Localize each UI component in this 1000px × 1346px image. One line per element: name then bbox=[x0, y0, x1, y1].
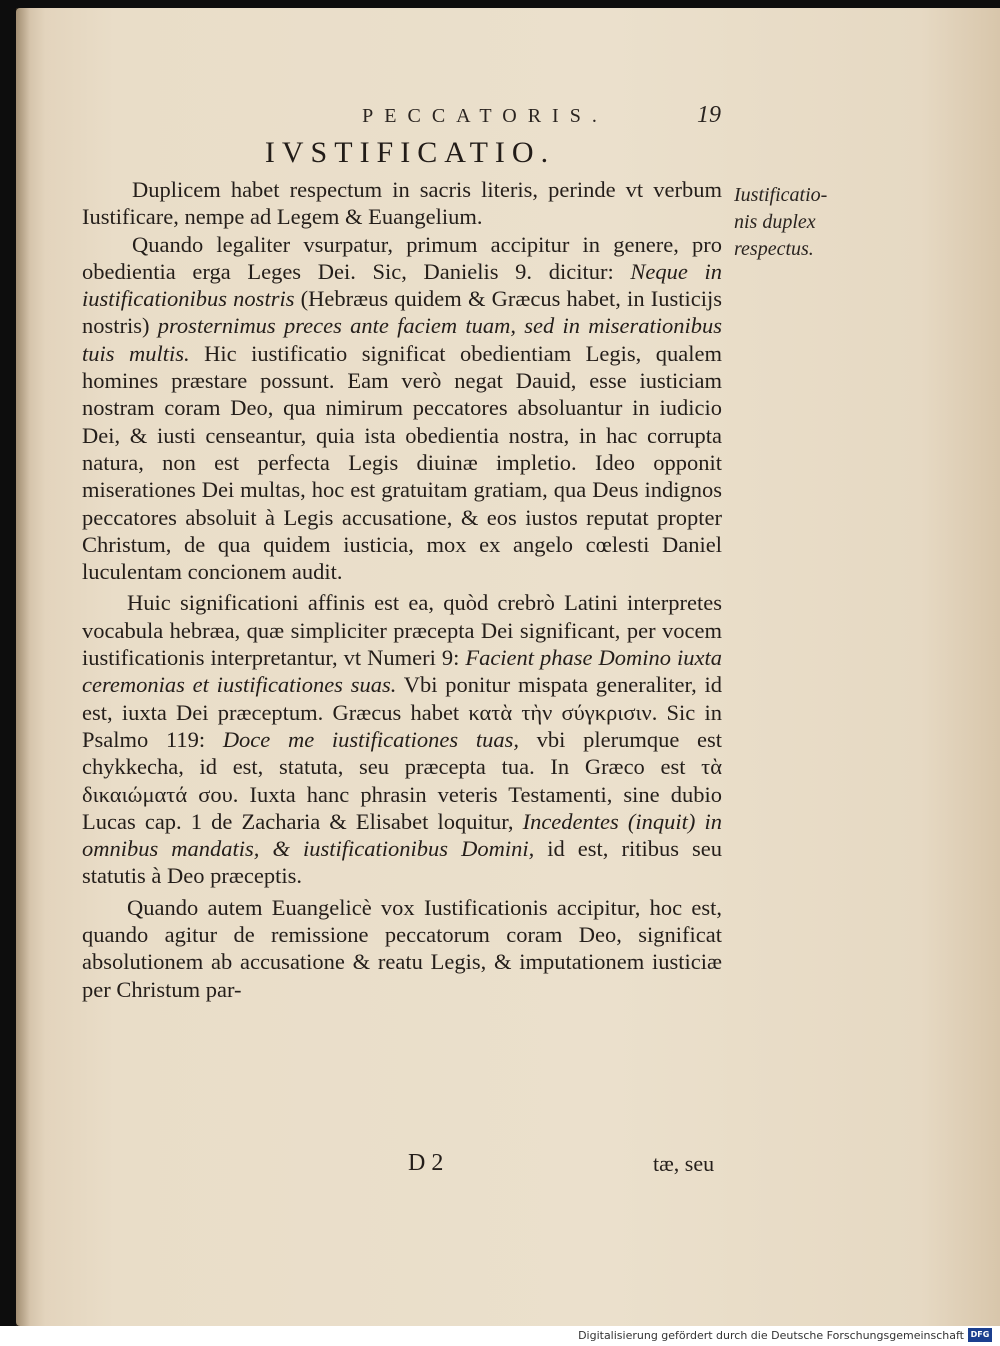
quotation-italic: Neque in iustificationibus nostris bbox=[82, 258, 723, 312]
quotation-italic: prosternimus preces ante faciem tuam, sed in miserationibus tuis multis. bbox=[82, 313, 723, 366]
paragraph-2 bbox=[82, 231, 722, 586]
text-span: Hic iustificatio significat obedientiam Legis, qualem homines præstare possunt. Eam verò negat Dauid, esse iusticiam nostram coram Deo, qua nimirum peccatores absoluantur in iudicio Dei, & iusti censeantur, quia ista obedientia nostra, in hac corrupta natura, non est perfecta Legis diuinæ impletio. Ideo opponit miserationes Dei multas, hoc est gratuitam gratiam, qua Deus indignos peccatores absoluit à Legis accusatione, & eos iustos reputat propter Christum, de qua quidem iusticia, mox ex angelo cœlesti Daniel luculentam concionem audit. bbox=[82, 340, 722, 585]
marginal-note bbox=[734, 182, 844, 263]
funding-credit: Digitalisierung gefördert durch die Deutsche Forschungsgemeinschaft bbox=[578, 1329, 964, 1342]
quotation-italic: Incedentes (inquit) in omnibus mandatis, & iustificationibus Domini, bbox=[82, 808, 722, 862]
marginal-note-line: Iustificatio- bbox=[734, 184, 828, 206]
paragraph-4: Quando autem Euangelicè vox Iustificationis accipitur, hoc est, quando agitur de remissione peccatorum coram Deo, significat absolutionem ab accusatione & reatu Legis, & imputationem iusticiæ per Christum par- bbox=[82, 894, 722, 1002]
quotation-italic: Doce me iustificationes tuas, bbox=[222, 726, 519, 752]
signature-mark: D 2 bbox=[408, 1150, 444, 1176]
marginal-note-line: respectus. bbox=[734, 238, 814, 260]
section-title: IVSTIFICATIO. bbox=[264, 136, 556, 169]
text-span: (Hebræus quidem & Græcus habet, in Iusticijs nostris) bbox=[82, 286, 722, 339]
catchword: tæ, seu bbox=[653, 1151, 715, 1176]
text-span: Huic significationi affinis est ea, quòd crebrò Latini interpretes vocabula hebræa, quæ simpliciter præcepta Dei significant, per vocem iustificationis interpretantur, vt Numeri 9: bbox=[82, 590, 722, 671]
text-span: Quando legaliter vsurpatur, primum accipitur in genere, pro obedientia erga Leges Dei. Sic, Danielis 9. dicitur: bbox=[82, 231, 722, 284]
text-span: id est, ritibus seu statutis à Deo præceptis. bbox=[82, 836, 722, 889]
quotation-italic: Facient phase Domino iuxta ceremonias et iustificationes suas. bbox=[82, 645, 722, 698]
text-span: vbi plerumque est chykkecha, id est, statuta, seu præcepta tua. In Græco est τὰ δικαιώματά σου. Iuxta hanc phrasin veteris Testamenti, sine dubio Lucas cap. 1 de Zacharia & Elisabet loquitur, bbox=[82, 726, 722, 834]
marginal-note-line: nis duplex bbox=[734, 211, 816, 233]
paragraph-1: Duplicem habet respectum in sacris literis, perinde vt verbum Iustificare, nempe ad Legem & Euangelium. bbox=[82, 177, 722, 230]
paragraph-3 bbox=[82, 589, 722, 889]
running-head: PECCATORIS. bbox=[362, 105, 608, 127]
dfg-logo-icon: DFG bbox=[968, 1328, 992, 1342]
body-text bbox=[82, 176, 722, 1003]
digitization-footer bbox=[0, 1326, 1000, 1346]
text-span: Vbi ponitur mispata generaliter, id est, iuxta Dei præceptum. Græcus habet κατὰ τὴν σύγκρισιν. Sic in Psalmo 119: bbox=[82, 672, 722, 752]
page-number: 19 bbox=[697, 102, 721, 128]
